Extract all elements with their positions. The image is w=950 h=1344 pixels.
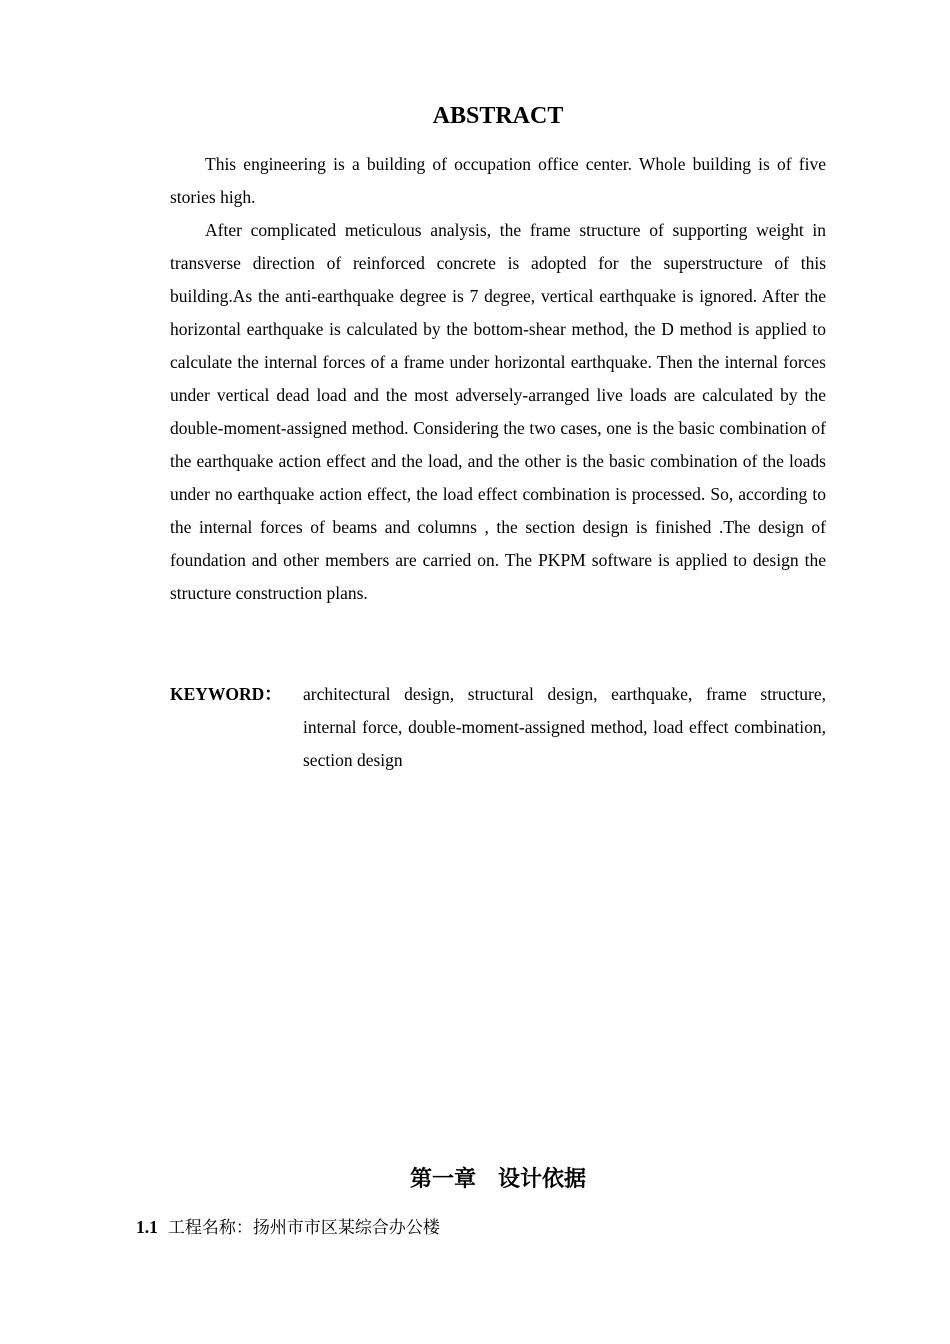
keyword-label: KEYWORD： <box>170 684 282 704</box>
abstract-body <box>170 148 826 610</box>
abstract-paragraph-1: This engineering is a building of occupation office center. Whole building is of five stories high. <box>170 154 826 207</box>
chapter-title: 第一章 设计依据 <box>409 1167 586 1192</box>
section-value: 扬州市市区某综合办公楼 <box>252 1218 440 1238</box>
abstract-paragraph-2: After complicated meticulous analysis, the frame structure of supporting weight in transverse direction of reinforced concrete is adopted for the superstructure of this building.As the anti-earthquake degree is 7 degree, vertical earthquake is ignored. After the horizontal earthquake is calculated by the bottom-shear method, the D method is applied to calculate the internal forces of a frame under horizontal earthquake. Then the internal forces under vertical dead load and the most adversely-arranged live loads are calculated by the double-moment-assigned method. Considering the two cases, one is the basic combination of the earthquake action effect and the load, and the other is the basic combination of the loads under no earthquake action effect, the load effect combination is processed. So, according to the internal forces of beams and columns , the section design is finished .The design of foundation and other members are carried on. The PKPM software is applied to design the structure construction plans. <box>170 220 826 603</box>
keyword-text: architectural design, structural design, earthquake, frame structure, internal force, double-moment-assigned method, load effect combination, section design <box>303 684 826 770</box>
section-number: 1.1 <box>136 1217 158 1237</box>
keyword-block <box>170 678 826 777</box>
section-label: 工程名称： <box>167 1218 253 1238</box>
abstract-title: ABSTRACT <box>432 103 564 129</box>
section-heading <box>136 1212 440 1243</box>
